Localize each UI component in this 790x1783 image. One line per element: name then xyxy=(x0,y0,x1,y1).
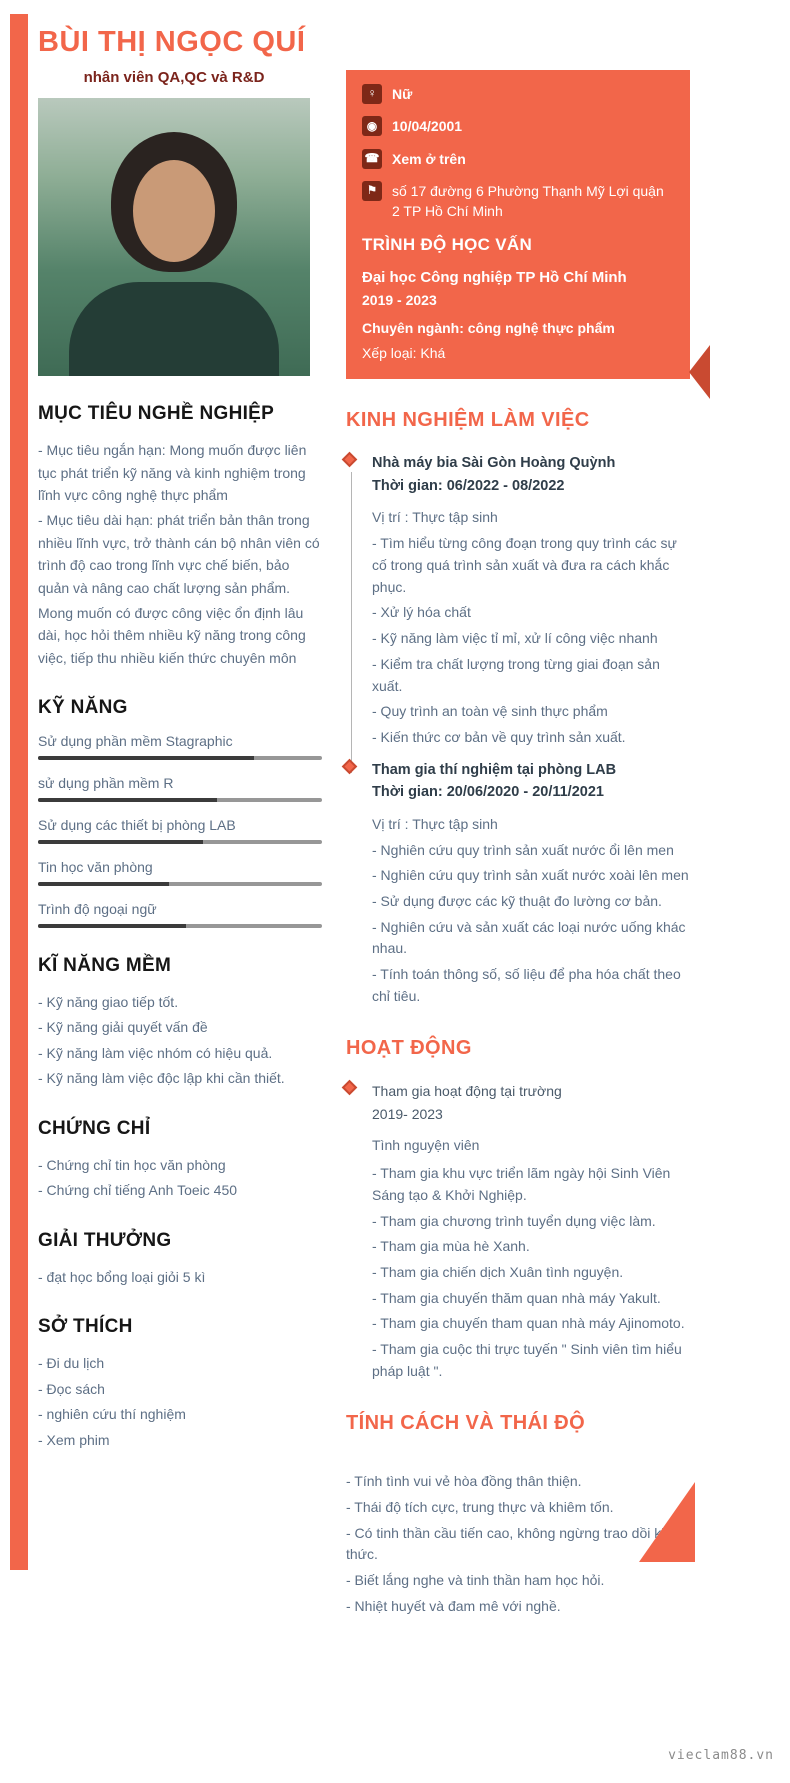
hobby-item: - Xem phim xyxy=(38,1431,110,1448)
personality-item: - Nhiệt huyết và đam mê với nghề. xyxy=(346,1597,561,1614)
candidate-job-title: nhân viên QA,QC và R&D xyxy=(83,69,265,86)
skill-bar-fill xyxy=(38,840,203,844)
box-fold-decoration xyxy=(689,345,710,399)
contact-phone-row xyxy=(362,149,674,169)
education-title: TRÌNH ĐỘ HỌC VẤN xyxy=(362,235,533,255)
education-major: Chuyên ngành: công nghệ thực phẩm xyxy=(362,320,615,337)
timeline-diamond-icon xyxy=(342,758,358,774)
soft-skill-item: - Kỹ năng giải quyết vấn đề xyxy=(38,1019,208,1036)
hobby-item: - Đọc sách xyxy=(38,1380,105,1397)
objective-paragraph: Mong muốn có được công việc ổn định lâu dài, học hỏi thêm nhiều kỹ năng trong công việc, tiếp thu nhiều kiến thức chuyên môn xyxy=(38,604,306,667)
experience-bullets xyxy=(372,840,690,1008)
skill-bar-track xyxy=(38,840,322,844)
skills-section xyxy=(38,697,322,928)
experience-section-title: KINH NGHIỆM LÀM VIỆC xyxy=(346,409,590,432)
skills-title: KỸ NĂNG xyxy=(38,696,128,718)
contact-birthday-value: 10/04/2001 xyxy=(392,118,463,135)
awards-section xyxy=(38,1230,322,1290)
objective-text xyxy=(38,439,322,670)
skill-bar-fill xyxy=(38,798,217,802)
experience-bullet: - Kỹ năng làm việc tỉ mỉ, xử lí công việc nhanh xyxy=(372,630,658,647)
certificates-title: CHỨNG CHỈ xyxy=(38,1117,151,1139)
hobby-item: - nghiên cứu thí nghiệm xyxy=(38,1406,186,1423)
experience-bullet: - Kiến thức cơ bản về quy trình sản xuất. xyxy=(372,728,626,745)
activity-bullet: - Tham gia chuyến tham quan nhà máy Ajinomoto. xyxy=(372,1315,685,1332)
skill-item xyxy=(38,775,322,802)
personality-item: - Thái độ tích cực, trung thực và khiêm tốn. xyxy=(346,1499,614,1516)
hobbies-section xyxy=(38,1316,322,1452)
photo-body-shape xyxy=(69,282,279,376)
skill-bar-track xyxy=(38,882,322,886)
award-item: - đạt học bổng loại giỏi 5 kì xyxy=(38,1268,206,1285)
experience-bullets xyxy=(372,533,690,748)
activity-time: 2019- 2023 xyxy=(372,1105,443,1122)
experience-position: Vị trí : Thực tập sinh xyxy=(372,815,498,832)
experience-bullet: - Quy trình an toàn vệ sinh thực phẩm xyxy=(372,703,608,720)
certificate-item: - Chứng chỉ tin học văn phòng xyxy=(38,1156,226,1173)
contact-education-box xyxy=(346,70,690,379)
experience-company: Tham gia thí nghiệm tại phòng LAB xyxy=(372,761,617,778)
activity-name: Tham gia hoạt động tại trường xyxy=(372,1083,562,1100)
education-grade: Xếp loại: Khá xyxy=(362,345,446,362)
education-school: Đại học Công nghiệp TP Hồ Chí Minh xyxy=(362,269,627,287)
certificates-section xyxy=(38,1118,322,1203)
activity-role: Tình nguyện viên xyxy=(372,1137,480,1154)
contact-gender-row xyxy=(362,84,674,104)
skill-bar-fill xyxy=(38,924,186,928)
activity-bullet: - Tham gia mùa hè Xanh. xyxy=(372,1238,530,1255)
skill-item xyxy=(38,817,322,844)
soft-skills-title: KĨ NĂNG MỀM xyxy=(38,954,172,976)
experience-time: Thời gian: 20/06/2020 - 20/11/2021 xyxy=(372,784,604,801)
location-icon: ⚑ xyxy=(362,181,382,201)
activity-bullets xyxy=(372,1163,690,1382)
activity-bullet: - Tham gia cuộc thi trực tuyến " Sinh viên tìm hiểu pháp luật ". xyxy=(372,1340,682,1379)
soft-skills-list xyxy=(38,991,322,1091)
experience-bullet: - Tìm hiểu từng công đoạn trong quy trình các sự cố trong quá trình sản xuất và đưa ra cách khắc phục. xyxy=(372,535,677,595)
certificates-list xyxy=(38,1154,322,1203)
skill-label: Sử dụng các thiết bị phòng LAB xyxy=(38,816,236,833)
personality-item: - Tính tình vui vẻ hòa đồng thân thiện. xyxy=(346,1473,582,1490)
contact-gender-value: Nữ xyxy=(392,86,413,102)
experience-company: Nhà máy bia Sài Gòn Hoàng Quỳnh xyxy=(372,455,616,472)
bottom-corner-triangle xyxy=(639,1482,695,1562)
education-years: 2019 - 2023 xyxy=(362,292,437,309)
birthday-icon: ◉ xyxy=(362,116,382,136)
objective-title: MỤC TIÊU NGHỀ NGHIỆP xyxy=(38,403,275,424)
hobbies-title: SỞ THÍCH xyxy=(38,1316,133,1338)
activity-bullet: - Tham gia khu vực triển lãm ngày hội Sinh Viên Sáng tạo & Khởi Nghiệp. xyxy=(372,1165,671,1203)
activity-bullet: - Tham gia chương trình tuyển dụng việc làm. xyxy=(372,1212,656,1229)
personality-item: - Biết lắng nghe và tinh thần ham học hỏi. xyxy=(346,1572,605,1589)
experience-bullet: - Tính toán thông số, số liệu để pha hóa chất theo chỉ tiêu. xyxy=(372,965,681,1004)
experience-bullet: - Kiểm tra chất lượng trong từng giai đoạn sản xuất. xyxy=(372,655,660,694)
skill-label: sử dụng phần mềm R xyxy=(38,774,174,791)
experience-bullet: - Xử lý hóa chất xyxy=(372,604,471,621)
skill-bar-track xyxy=(38,798,322,802)
soft-skill-item: - Kỹ năng làm việc nhóm có hiệu quả. xyxy=(38,1044,273,1061)
hobbies-list xyxy=(38,1352,322,1452)
experience-bullet: - Nghiên cứu quy trình sản xuất nước xoài lên men xyxy=(372,867,689,884)
experience-time: Thời gian: 06/2022 - 08/2022 xyxy=(372,477,565,494)
experience-entry xyxy=(346,759,690,1008)
right-column xyxy=(346,70,690,1621)
skill-bar-track xyxy=(38,756,322,760)
gender-icon: ♀ xyxy=(362,84,382,104)
objective-section xyxy=(38,403,322,670)
phone-icon: ☎ xyxy=(362,149,382,169)
activity-bullet: - Tham gia chiến dịch Xuân tình nguyện. xyxy=(372,1263,624,1280)
objective-paragraph: - Mục tiêu dài hạn: phát triển bản thân trong nhiều lĩnh vực, trở thành cán bộ nhân viên có trình độ cao trong lĩnh vực chế biến, bảo quản và nâng cao chất lượng sản phẩm. xyxy=(38,512,320,597)
skill-bar-fill xyxy=(38,756,254,760)
contact-birthday-row xyxy=(362,116,674,136)
experience-entry xyxy=(346,452,690,748)
soft-skills-section xyxy=(38,955,322,1091)
profile-photo xyxy=(38,98,310,376)
skill-bar-track xyxy=(38,924,322,928)
experience-position: Vị trí : Thực tập sinh xyxy=(372,509,498,526)
skill-label: Tin học văn phòng xyxy=(38,858,153,875)
timeline-diamond-icon xyxy=(342,452,358,468)
certificate-item: - Chứng chỉ tiếng Anh Toeic 450 xyxy=(38,1182,238,1199)
left-column xyxy=(38,14,322,1621)
skill-item xyxy=(38,901,322,928)
contact-phone-value: Xem ở trên xyxy=(392,150,466,167)
objective-paragraph: - Mục tiêu ngắn hạn: Mong muốn được liên tục phát triển kỹ năng và kinh nghiệm trong lĩnh vực công nghệ thực phẩm xyxy=(38,442,307,504)
photo-face-shape xyxy=(133,160,215,262)
watermark: vieclam88.vn xyxy=(668,1748,774,1763)
skill-label: Sử dụng phần mềm Stagraphic xyxy=(38,732,233,749)
awards-title: GIẢI THƯỞNG xyxy=(38,1229,172,1251)
contact-address-row xyxy=(362,181,674,222)
soft-skill-item: - Kỹ năng giao tiếp tốt. xyxy=(38,993,179,1010)
timeline-diamond-icon xyxy=(342,1080,358,1096)
cv-content xyxy=(38,14,690,1621)
left-accent-stripe xyxy=(10,14,28,1570)
candidate-name: BÙI THỊ NGỌC QUÍ xyxy=(38,26,306,58)
skills-list xyxy=(38,733,322,928)
soft-skill-item: - Kỹ năng làm việc độc lập khi cần thiết. xyxy=(38,1070,285,1087)
skill-item xyxy=(38,733,322,760)
personality-item: - Có tinh thần cầu tiến cao, không ngừng trao dồi kiến thức. xyxy=(346,1524,680,1563)
experience-bullet: - Sử dụng được các kỹ thuật đo lường cơ bản. xyxy=(372,892,662,909)
personality-section-title: TÍNH CÁCH VÀ THÁI ĐỘ xyxy=(346,1412,586,1435)
experience-bullet: - Nghiên cứu quy trình sản xuất nước ổi lên men xyxy=(372,841,674,858)
awards-list xyxy=(38,1266,322,1290)
activity-bullet: - Tham gia chuyến thăm quan nhà máy Yakult. xyxy=(372,1289,661,1306)
experience-bullet: - Nghiên cứu và sản xuất các loại nước uống khác nhau. xyxy=(372,918,686,957)
activity-entry xyxy=(346,1080,690,1382)
skill-bar-fill xyxy=(38,882,169,886)
activities-section-title: HOẠT ĐỘNG xyxy=(346,1037,472,1060)
hobby-item: - Đi du lịch xyxy=(38,1355,105,1372)
skill-item xyxy=(38,859,322,886)
contact-address-value: số 17 đường 6 Phường Thạnh Mỹ Lợi quận 2 TP Hồ Chí Minh xyxy=(392,182,664,220)
skill-label: Trình độ ngoại ngữ xyxy=(38,900,157,917)
